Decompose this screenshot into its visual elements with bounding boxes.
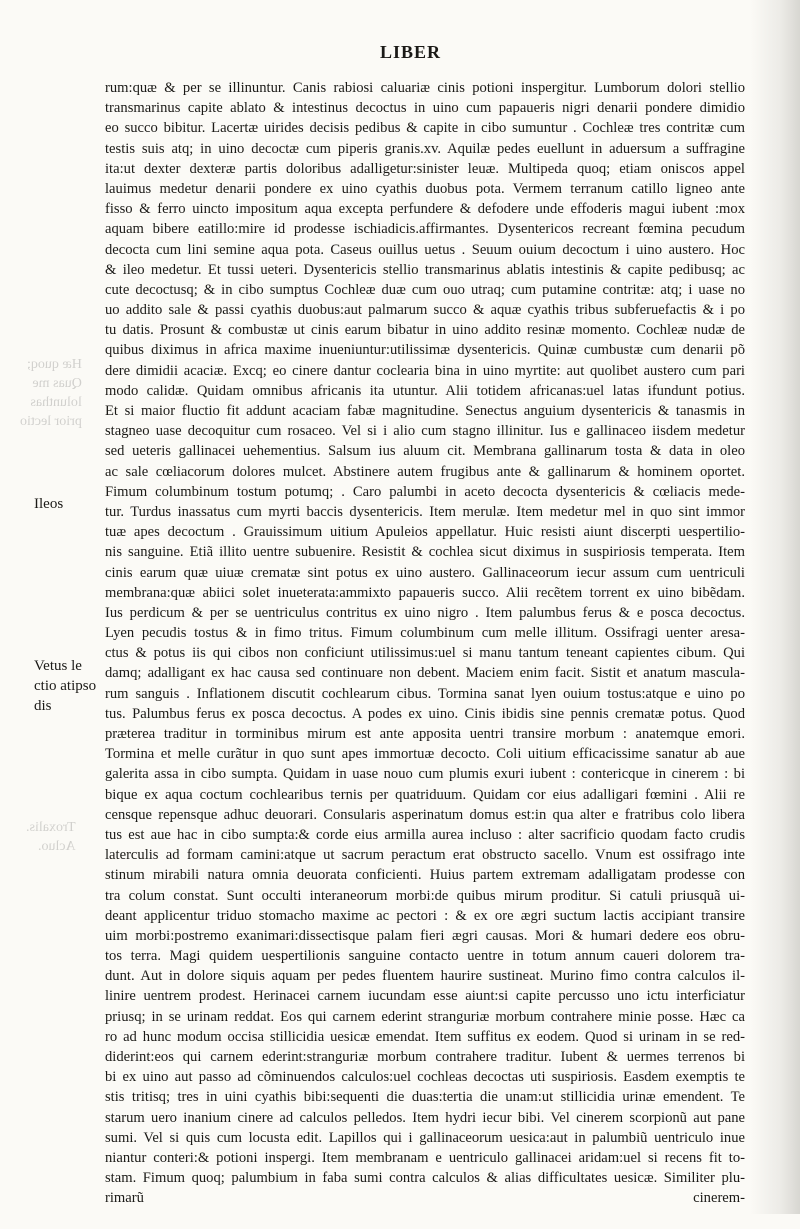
text-line: uo addito sale & passi cyathis duobus:aut palmarum succo & aquæ cyathis tribus subferuefactis & i po [105, 302, 745, 319]
text-line: bi ex uino aut passo ad cõminuendos calculos:uel cochleas decoctas uti suspiriosis. Easdem exemptis te [105, 1069, 745, 1086]
text-line: modo calidæ. Quidam omnibus africanis ita utuntur. Alii totidem africanas:uel latas ifundunt potius. [105, 382, 745, 399]
text-line: tus. Palumbus ferus ex posca decoctus. A podes ex uino. Cinis ibidis sine pennis crematæ potus. Quod [105, 705, 745, 722]
bleed-through-line: Troxalis. [26, 820, 76, 835]
text-line: stinum mirabili natura omnia deuorata conficienti. Huius partem extremam adalligatam prodesse con [105, 867, 745, 884]
text-line: cute decoctusq; & in cibo sumptus Cochleæ duæ cum ouo utraq; cum putamine contritæ: atq; i uase no [105, 281, 745, 298]
text-line: transmarinus capite ablato & intestinus decoctus in uino cum papaueris nigri denarii pondere dimidio [105, 100, 745, 117]
text-line: membrana:quæ abiici solet inueterata:ammixto papaueris succo. Alii recẽtem torrent ex uino bibẽdam. [105, 584, 745, 601]
text-line: laterculis ad formam camini:atque ut sacrum peractum erat obstructo sacello. Vnum est ossifrago inte [105, 847, 745, 864]
bleed-through-upper [20, 355, 82, 431]
margin-note-line: dis [34, 698, 52, 714]
text-line: linire uentrem prodest. Herinacei carnem iucundam esse aiunt:si capite percusso uno ictu interficiatur [105, 988, 745, 1005]
text-line: eo succo bibitur. Lacertæ uirides decisis pedibus & capite in cibo sumuntur . Cochleæ tres contritæ cum [105, 120, 745, 137]
text-line: fisso & ferro uincto impositum aqua excepta perfundere & defodere unde effoderis magui iubent :mox [105, 201, 745, 218]
text-line: stis tritisq; tres in uini cyathis bibi:sequenti die duas:tertia die unam:ut stillicidia urinæ emendent. Te [105, 1089, 745, 1106]
text-line: tus est aue hac in cibo sumpta:& corde eius armilla aurea incluso : alter sacrificio quodam facto crudis [105, 826, 745, 843]
text-line: tur. Turdus inassatus cum myrti baccis dysentericis. Item merulæ. Item medetur mel in quo sint immor [105, 503, 745, 520]
text-line: ita:ut dexter dexteræ partis doloribus adalligetur:sinister leuæ. Multipeda quoq; etiam oniscos appel [105, 160, 745, 177]
text-line: tuæ apes decoctum . Grauissimum uitium Apuleios appellatur. Huic resisti aiunt discerpti uespertilio- [105, 524, 745, 541]
text-line: rimarũ cinerem- [105, 1190, 745, 1207]
bleed-through-line: Quas me [32, 376, 82, 391]
text-line: galerita assa in cibo sumpta. Quidam in uase nouo cum plumis exuri iubent : contericque in cinerem : bi [105, 766, 745, 783]
bleed-through-lower [26, 818, 76, 856]
margin-note-line: Vetus le [34, 658, 82, 674]
text-line: tra colum constat. Sunt occulti interaneorum morbi:de quibus mirum proditur. Si catuli priusquã ui- [105, 887, 745, 904]
page-edge-shadow [750, 0, 800, 1214]
text-line: deant applicentur triduo stomacho maxime ac pectori : & ex ore ægri suctum lactis accipiant transire [105, 907, 745, 924]
text-line: cinis earum quæ uiuæ crematæ sint potus ex uino austero. Gallinaceorum iecur assum cum uentriculi [105, 564, 745, 581]
text-line: censque repensque adhuc deuorari. Consularis asperinatum domus est:in qua alter e fratribus colo libera [105, 806, 745, 823]
margin-note-ileos: Ileos [34, 496, 64, 512]
text-line: Tormina et melle curãtur in quo sunt apes immortuæ decocto. Coli uitium efficacissime sanatur ab aue [105, 746, 745, 763]
bleed-through-line: Acluo. [37, 839, 76, 854]
text-line: tos terra. Magi quidem uespertilionis sanguine contacto uentre in totum annum caueri dolorem tra- [105, 948, 745, 965]
bleed-through-line: Hæ quoq; [26, 357, 82, 372]
text-line: dunt. Aut in dolore siquis aquam per pedes fluentem haurire sustineat. Murino fimo contra calculos il- [105, 968, 745, 985]
text-line: nis sanguine. Etiã illito uentre subuenire. Resistit & cochlea sicut diximus in suspiriosis temperata. Item [105, 544, 745, 561]
text-line-catchword [105, 1209, 745, 1229]
text-line: Ius perdicum & per se uentriculus contritus ex uino nigro . Item palumbus ferus & e posca decoctus. [105, 604, 745, 621]
text-line: ac sale cœliacorum dolores mulcet. Abstinere autem frugibus ante & gallinarum & hominem oportet. [105, 463, 745, 480]
text-line: ro ad hunc modum occisa stillicidia uesicæ emendat. Item suffitus ex eodem. Quod si urinam in se red- [105, 1028, 745, 1045]
text-line: diderint:eos qui carnem ederint:stranguriæ morbum contrahere traditur. Iubent & uermes terrenos bi [105, 1049, 745, 1065]
text-line: tu datis. Prosunt & combustæ ut cinis earum bibatur in uino addito resinæ momento. Cochleæ nudæ de [105, 322, 745, 339]
main-text-column [105, 78, 745, 1229]
text-line: rum:quæ & per se illinuntur. Canis rabiosi caluariæ cinis potioni inspergitur. Lumborum dolori stellio [105, 80, 745, 96]
text-line: sumi. Vel si quis cum locusta edit. Lapillos qui i gallinaceorum uesica:aut in palumbiũ uentriculo inue [105, 1129, 745, 1146]
margin-note-vetus-lectio [34, 656, 96, 716]
text-line: stam. Fimum quoq; palumbium in faba sumi contra calculos & alias difficultates uesicæ. Similiter plu- [105, 1170, 745, 1187]
text-line: ctus & potus iis qui cibos non conficiunt utilissimus:uel si manu tantum teneant capientes cibum. Qui [105, 645, 745, 662]
bleed-through-line: lolunthas [30, 395, 82, 410]
text-line: Et si maior fluctio fit addunt acaciam fabæ magnitudine. Senectus anguium dysentericis & tanasmis in [105, 403, 745, 419]
text-line: lauimus medetur denarii pondere ex uino cyathis duobus pota. Vermem terranum catillo ligneo ante [105, 180, 745, 197]
text-line: priusq; in se urinam reddat. Eos qui carnem ederint stranguriæ morbum contrahere minie posse. Hæc ca [105, 1008, 745, 1025]
text-line: starum uero inanium cinere ad calculos pelledos. Item hydri iecur bibi. Vel cinerem scorpionũ aut pane [105, 1109, 745, 1126]
text-line: præterea traditur in torminibus mirum est ante apposita uentri transire morbum : anatemque emori. [105, 726, 745, 742]
text-line: quibus diximus in africa maxime inueniuntur:utilissimæ dysentericis. Quinæ cumbustæ cum denarii põ [105, 342, 745, 359]
text-line: stagneo uase decoquitur cum rosaceo. Vel si i alio cum stagno illinitur. Ius e gallinaceo iisdem medetur [105, 423, 745, 440]
text-line: uim morbi:postremo exanimari:dissectisque palam fieri ægri causas. Mori & humari dedere eos obru- [105, 927, 745, 944]
text-line: decocta cum lini semine aqua pota. Caseus ouillus uetus . Seuum ouium decoctum i uino austero. Hoc [105, 241, 745, 258]
running-head: LIBER [380, 42, 442, 62]
text-line: dere dimidii acaciæ. Excq; eo cinere dantur coclearia bina in uino myrtite: aut quolibet austero cum pari [105, 362, 745, 379]
text-line: testis suis atq; in uino decoctæ cum piperis granis.xv. Aquilæ pedes euellunt in aduersum a suffragine [105, 140, 745, 157]
text-line: bique ex aqua coctum cochlearibus ternis per quatriduum. Quidam cor eius adalligari fœmini . Alii re [105, 786, 745, 803]
text-line: aquam bibere eatillo:mire id prodesse ischiadicis.affirmantes. Dysentericos recreant fœmina pecudum [105, 221, 745, 238]
text-line: rum sanguis . Inflationem discutit cochlearum cibus. Tormina sanat lyen ouium tostus:atque e uino po [105, 685, 745, 702]
text-line: sed ueteris gallinacei uehementius. Salsum ius aluum cit. Membrana gallinarum tosta & data in oleo [105, 443, 745, 460]
text-line: & ileo medetur. Et tussi ueteri. Dysentericis stellio transmarinus ablatis intestinis & capite pedibusq; ac [105, 261, 745, 278]
margin-note-line: ctio atipso [34, 678, 97, 694]
text-line: Fimum columbinum tostum potumq; . Caro palumbi in aceto decocta dysentericis & cœliacis mede- [105, 483, 745, 500]
text-line: Lyen pecudis tostus & in fimo tritus. Fimum columbinum cum melle illitum. Ossifragi uenter aresa- [105, 625, 745, 642]
text-line: damq; adalligant ex hac causa sed continuare non debent. Maciem enim facit. Sistit et anatum mascula- [105, 665, 745, 682]
text-line: niantur conteri:& potioni inspergi. Item membranam e uentriculo gallinacei aridam:uel si recens fit to- [105, 1149, 745, 1166]
bleed-through-line: prior lectio [20, 414, 82, 429]
